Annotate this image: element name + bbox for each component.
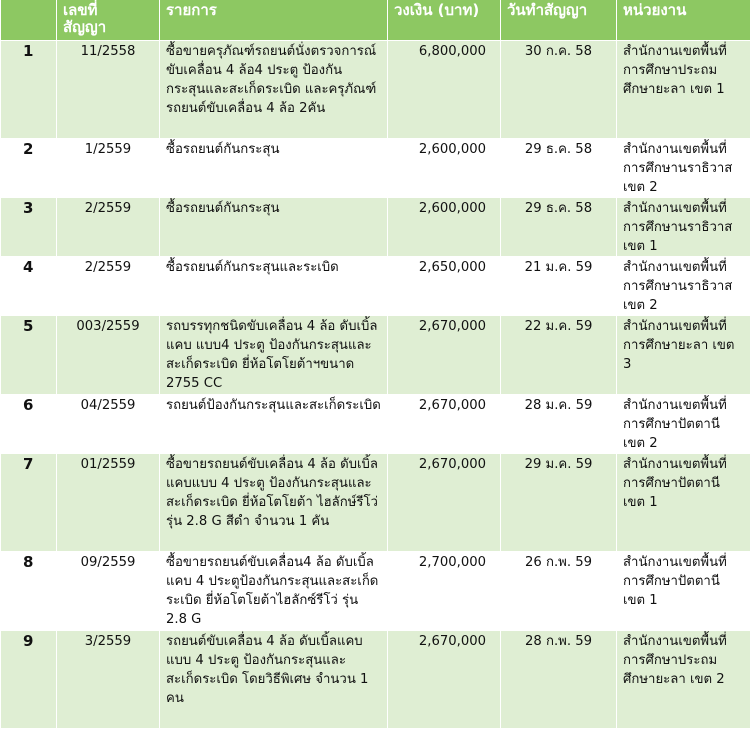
item-description: รถยนต์ขับเคลื่อน 4 ล้อ ดับเบิ้ลแคบแบบ 4 ประตู ป้องกันกระสุนและสะเก็ดระเบิด โดยวิธีพิเศษ จำนวน 1 คน xyxy=(160,630,388,728)
row-number: 2 xyxy=(1,138,57,197)
contract-id: 3/2559 xyxy=(57,630,160,728)
header-no xyxy=(1,0,57,40)
row-number: 8 xyxy=(1,551,57,630)
contract-id: 003/2559 xyxy=(57,315,160,394)
amount: 2,600,000 xyxy=(388,197,501,256)
agency: สำนักงานเขตพื้นที่การศึกษานราธิวาส เขต 2 xyxy=(617,138,750,197)
item-description: รถยนต์ป้องกันกระสุนและสะเก็ดระเบิด xyxy=(160,394,388,453)
amount: 2,670,000 xyxy=(388,630,501,728)
row-number: 6 xyxy=(1,394,57,453)
contract-id: 04/2559 xyxy=(57,394,160,453)
amount: 2,700,000 xyxy=(388,551,501,630)
contract-id: 11/2558 xyxy=(57,40,160,138)
agency: สำนักงานเขตพื้นที่การศึกษาประถมศึกษายะลา เขต 2 xyxy=(617,630,750,728)
header-contract-id xyxy=(57,0,160,40)
agency: สำนักงานเขตพื้นที่การศึกษายะลา เขต 3 xyxy=(617,315,750,394)
item-description: ซื้อรถยนต์กันกระสุนและระเบิด xyxy=(160,256,388,315)
agency: สำนักงานเขตพื้นที่การศึกษาปัตตานี เขต 2 xyxy=(617,394,750,453)
amount: 2,600,000 xyxy=(388,138,501,197)
contract-date: 28 ก.พ. 59 xyxy=(501,630,617,728)
agency: สำนักงานเขตพื้นที่การศึกษาปัตตานี เขต 1 xyxy=(617,453,750,551)
contract-date: 26 ก.พ. 59 xyxy=(501,551,617,630)
row-number: 7 xyxy=(1,453,57,551)
header-date: วันทำสัญญา xyxy=(501,0,617,40)
agency: สำนักงานเขตพื้นที่การศึกษาปัตตานี เขต 1 xyxy=(617,551,750,630)
row-number: 4 xyxy=(1,256,57,315)
header-contract-id-label: เลขที่ สัญญา xyxy=(63,1,106,36)
contract-id: 09/2559 xyxy=(57,551,160,630)
table-row xyxy=(1,453,750,551)
contract-id: 01/2559 xyxy=(57,453,160,551)
contract-date: 29 ธ.ค. 58 xyxy=(501,197,617,256)
row-number: 1 xyxy=(1,40,57,138)
agency: สำนักงานเขตพื้นที่การศึกษาประถมศึกษายะลา เขต 1 xyxy=(617,40,750,138)
contract-date: 29 ธ.ค. 58 xyxy=(501,138,617,197)
table-row xyxy=(1,197,750,256)
table-row xyxy=(1,315,750,394)
table-row xyxy=(1,630,750,728)
item-description: ซื้อรถยนต์กันกระสุน xyxy=(160,197,388,256)
table-row xyxy=(1,138,750,197)
contract-date: 28 ม.ค. 59 xyxy=(501,394,617,453)
row-number: 3 xyxy=(1,197,57,256)
agency: สำนักงานเขตพื้นที่การศึกษานราธิวาส เขต 2 xyxy=(617,256,750,315)
amount: 6,800,000 xyxy=(388,40,501,138)
contract-date: 22 ม.ค. 59 xyxy=(501,315,617,394)
contract-date: 21 ม.ค. 59 xyxy=(501,256,617,315)
amount: 2,670,000 xyxy=(388,315,501,394)
header-row xyxy=(1,0,750,40)
contract-id: 1/2559 xyxy=(57,138,160,197)
table-row xyxy=(1,40,750,138)
amount: 2,650,000 xyxy=(388,256,501,315)
row-number: 5 xyxy=(1,315,57,394)
item-description: ซื้อขายครุภัณฑ์รถยนต์นั่งตรวจการณ์ขับเคลื่อน 4 ล้อ4 ประตู ป้องกันกระสุนและสะเก็ดระเบิด และครุภัณฑ์รถยนต์ขับเคลื่อน 4 ล้อ 2คัน xyxy=(160,40,388,138)
row-number: 9 xyxy=(1,630,57,728)
amount: 2,670,000 xyxy=(388,394,501,453)
agency: สำนักงานเขตพื้นที่การศึกษานราธิวาส เขต 1 xyxy=(617,197,750,256)
header-item: รายการ xyxy=(160,0,388,40)
contract-id: 2/2559 xyxy=(57,197,160,256)
item-description: ซื้อขายรถยนต์ขับเคลื่อน 4 ล้อ ดับเบิ้ลแคบแบบ 4 ประตู ป้องกันกระสุนและสะเก็ดระเบิด ยี่ห้อโตโยต้า ไฮลักษ์รีโว่ รุ่น 2.8 G สีดำ จำนวน 1 คัน xyxy=(160,453,388,551)
item-description: รถบรรทุกชนิดขับเคลื่อน 4 ล้อ ดับเบิ้ลแคบ แบบ4 ประตู ป้องกันกระสุนและสะเก็ดระเบิด ยี่ห้อโตโยต้าฯขนาด 2755 CC xyxy=(160,315,388,394)
amount: 2,670,000 xyxy=(388,453,501,551)
header-agency: หน่วยงาน xyxy=(617,0,750,40)
header-amount: วงเงิน (บาท) xyxy=(388,0,501,40)
contract-id: 2/2559 xyxy=(57,256,160,315)
item-description: ซื้อขายรถยนต์ขับเคลื่อน4 ล้อ ดับเบิ้ลแคบ 4 ประตูป้องกันกระสุนและสะเก็ดระเบิด ยี่ห้อโตโยต้าไฮลักซ์รีโว่ รุ่น 2.8 G xyxy=(160,551,388,630)
table-row xyxy=(1,394,750,453)
item-description: ซื้อรถยนต์กันกระสุน xyxy=(160,138,388,197)
table-row xyxy=(1,256,750,315)
table-row xyxy=(1,551,750,630)
contract-date: 30 ก.ค. 58 xyxy=(501,40,617,138)
contract-date: 29 ม.ค. 59 xyxy=(501,453,617,551)
